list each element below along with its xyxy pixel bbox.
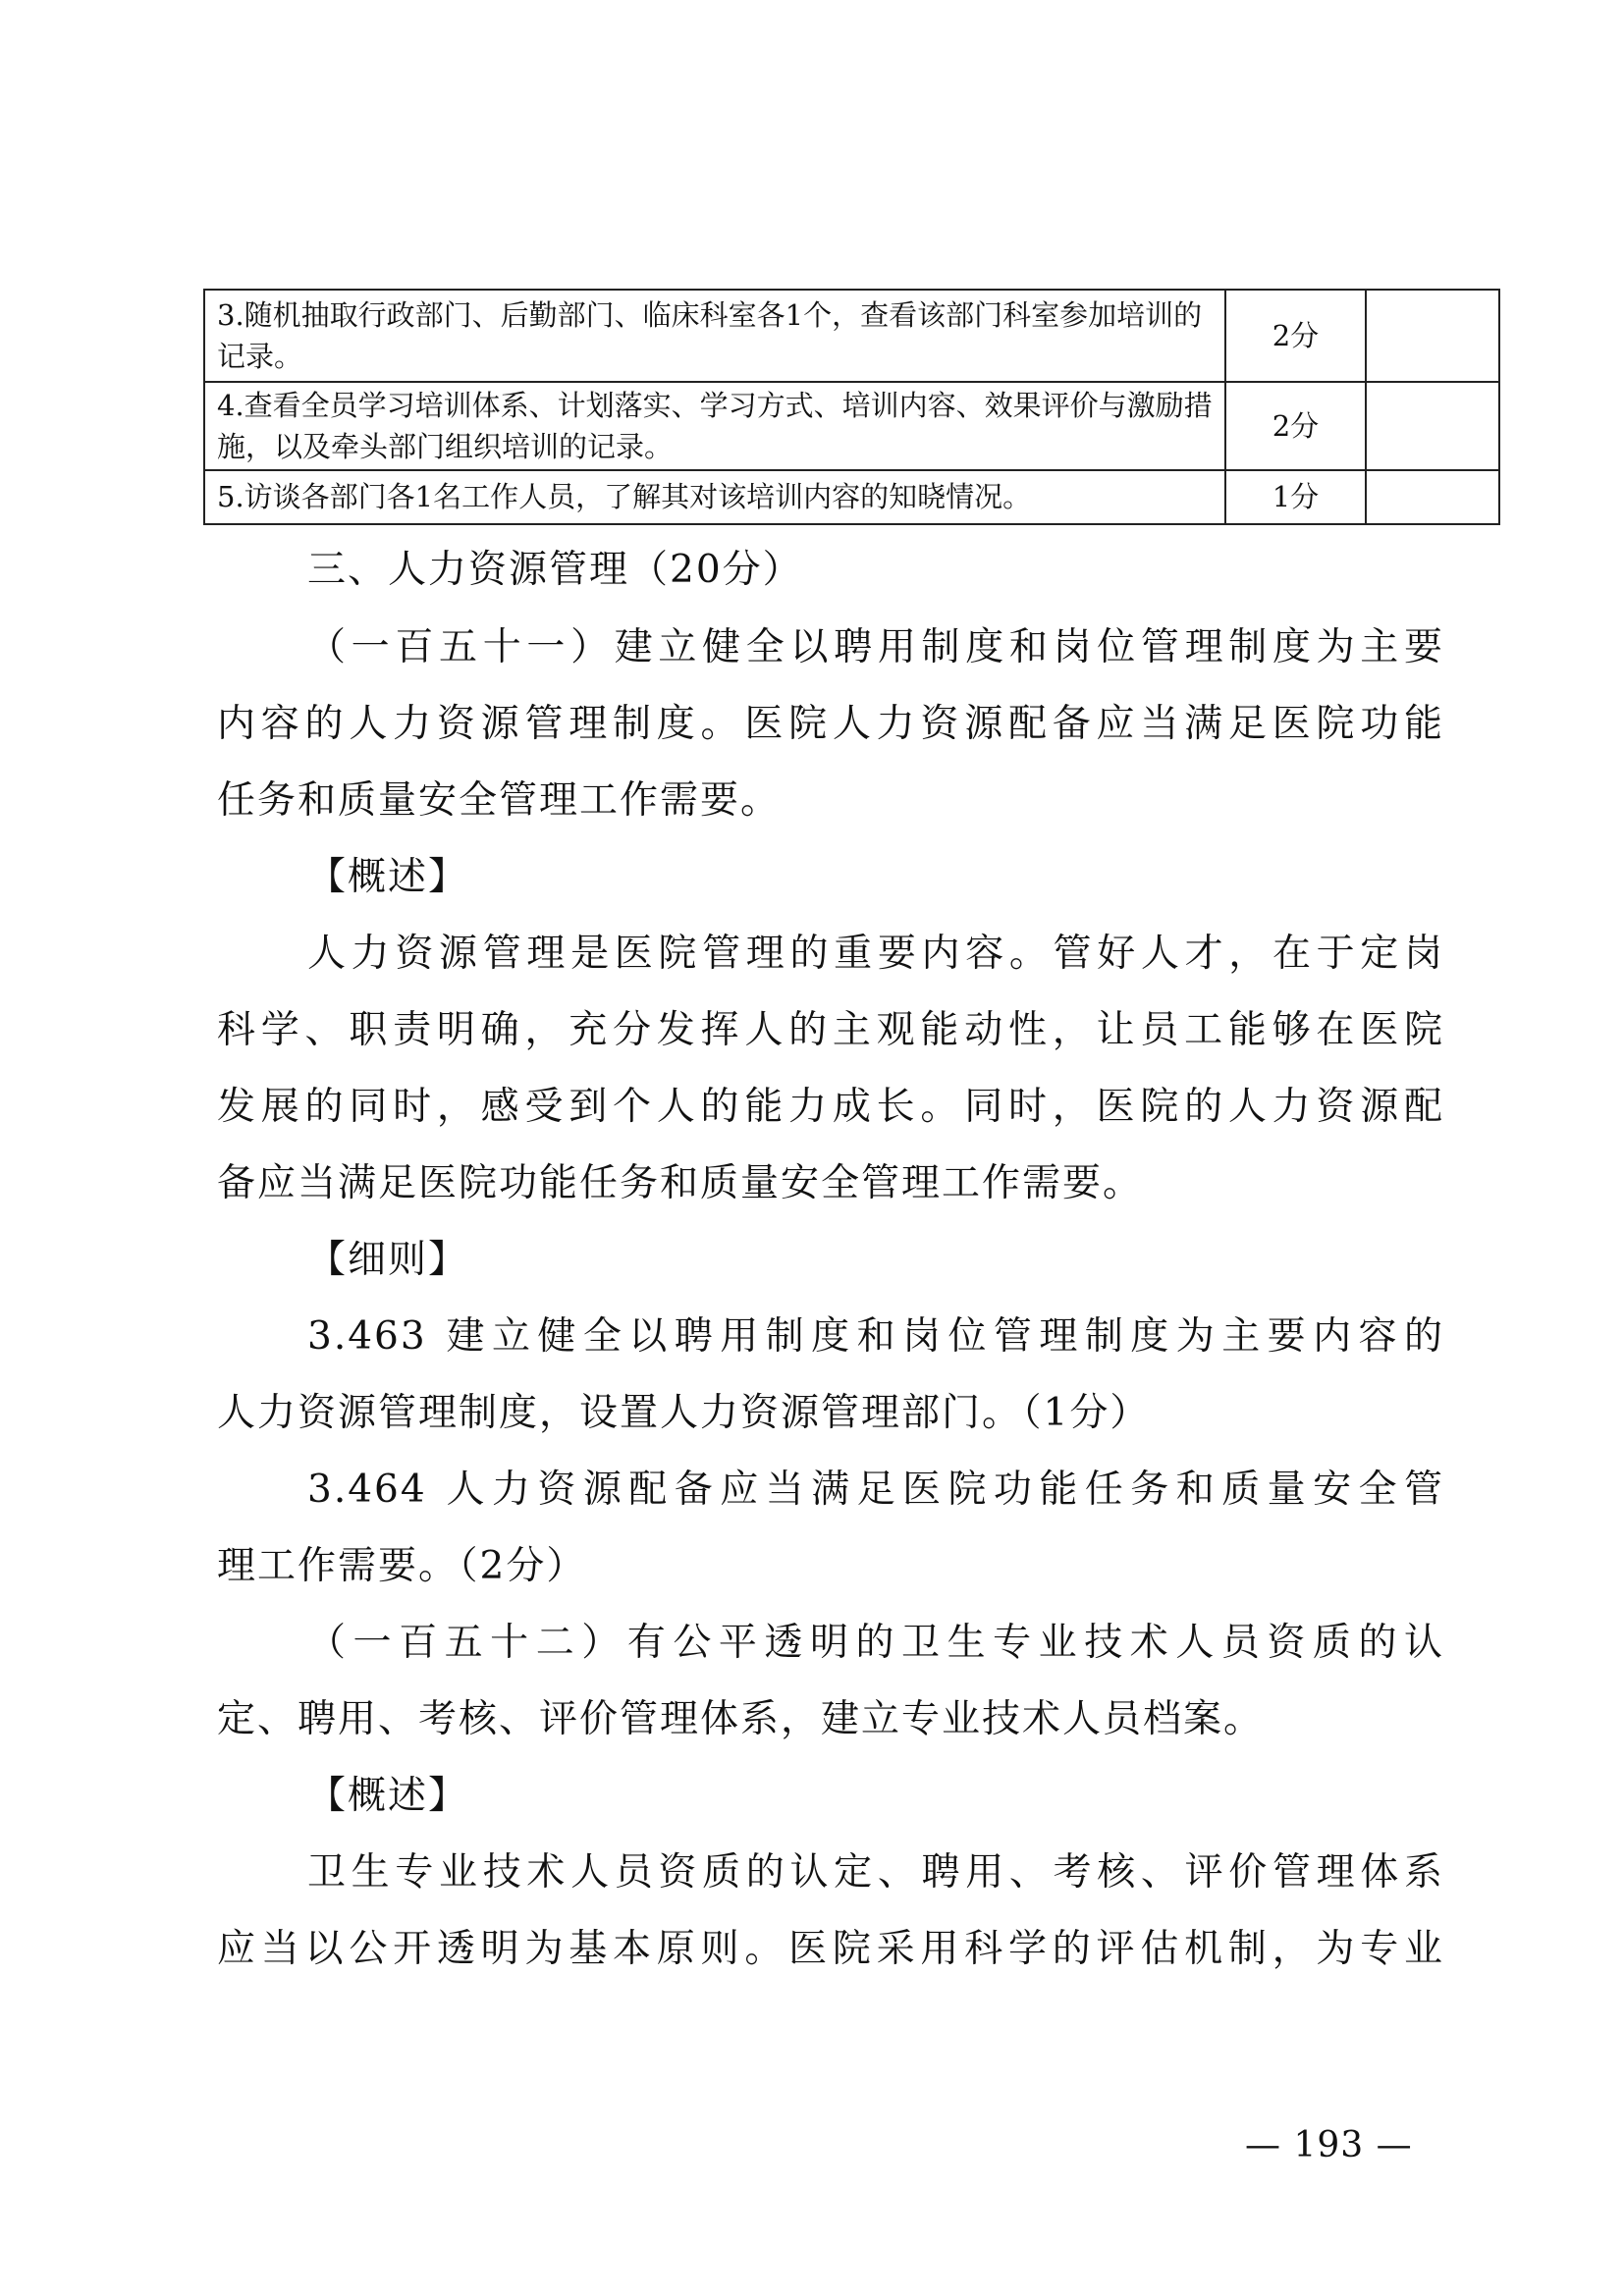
table-cell-score: 2分 (1225, 382, 1366, 470)
table-cell-description: 5.访谈各部门各1名工作人员，了解其对该培训内容的知晓情况。 (204, 470, 1225, 524)
paragraph-line: 发展的同时，感受到个人的能力成长。同时，医院的人力资源配 (217, 1085, 1444, 1129)
article-line: 内容的人力资源管理制度。医院人力资源配备应当满足医院功能 (217, 702, 1444, 746)
table-row (204, 470, 1499, 524)
table-row (204, 290, 1499, 382)
paragraph-line: 人力资源管理是医院管理的重要内容。管好人才，在于定岗 (307, 932, 1444, 976)
table-cell-score: 1分 (1225, 470, 1366, 524)
paragraph-line: 科学、职责明确，充分发挥人的主观能动性，让员工能够在医院 (217, 1008, 1444, 1052)
page-number: — 193 — (1245, 2125, 1413, 2165)
rule-line: 人力资源管理制度，设置人力资源管理部门。（1分） (217, 1391, 1151, 1435)
table-cell-score: 2分 (1225, 290, 1366, 382)
overview-label: 【概述】 (307, 1774, 469, 1818)
scoring-table (203, 289, 1500, 525)
article-line: 定、聘用、考核、评价管理体系，建立专业技术人员档案。 (217, 1697, 1265, 1741)
rule-line: 3.464 人力资源配备应当满足医院功能任务和质量安全管 (307, 1468, 1444, 1512)
rule-line: 理工作需要。（2分） (217, 1544, 587, 1588)
article-line: （一百五十一）建立健全以聘用制度和岗位管理制度为主要 (307, 625, 1444, 669)
table-cell-empty (1366, 290, 1499, 382)
overview-label: 【概述】 (307, 855, 469, 899)
article-line: 任务和质量安全管理工作需要。 (217, 778, 782, 823)
paragraph-line: 卫生专业技术人员资质的认定、聘用、考核、评价管理体系 (307, 1850, 1444, 1895)
article-line: （一百五十二）有公平透明的卫生专业技术人员资质的认 (307, 1621, 1444, 1665)
rule-line: 3.463 建立健全以聘用制度和岗位管理制度为主要内容的 (307, 1314, 1444, 1359)
rules-label: 【细则】 (307, 1238, 469, 1282)
paragraph-line: 应当以公开透明为基本原则。医院采用科学的评估机制，为专业 (217, 1927, 1444, 1971)
paragraph-line: 备应当满足医院功能任务和质量安全管理工作需要。 (217, 1161, 1144, 1205)
table-cell-description: 3.随机抽取行政部门、后勤部门、临床科室各1个，查看该部门科室参加培训的记录。 (204, 290, 1225, 382)
section-heading: 三、人力资源管理（20分） (307, 548, 803, 592)
table-cell-empty (1366, 382, 1499, 470)
table-cell-description: 4.查看全员学习培训体系、计划落实、学习方式、培训内容、效果评价与激励措施，以及牵头部门组织培训的记录。 (204, 382, 1225, 470)
table-cell-empty (1366, 470, 1499, 524)
table-row (204, 382, 1499, 470)
